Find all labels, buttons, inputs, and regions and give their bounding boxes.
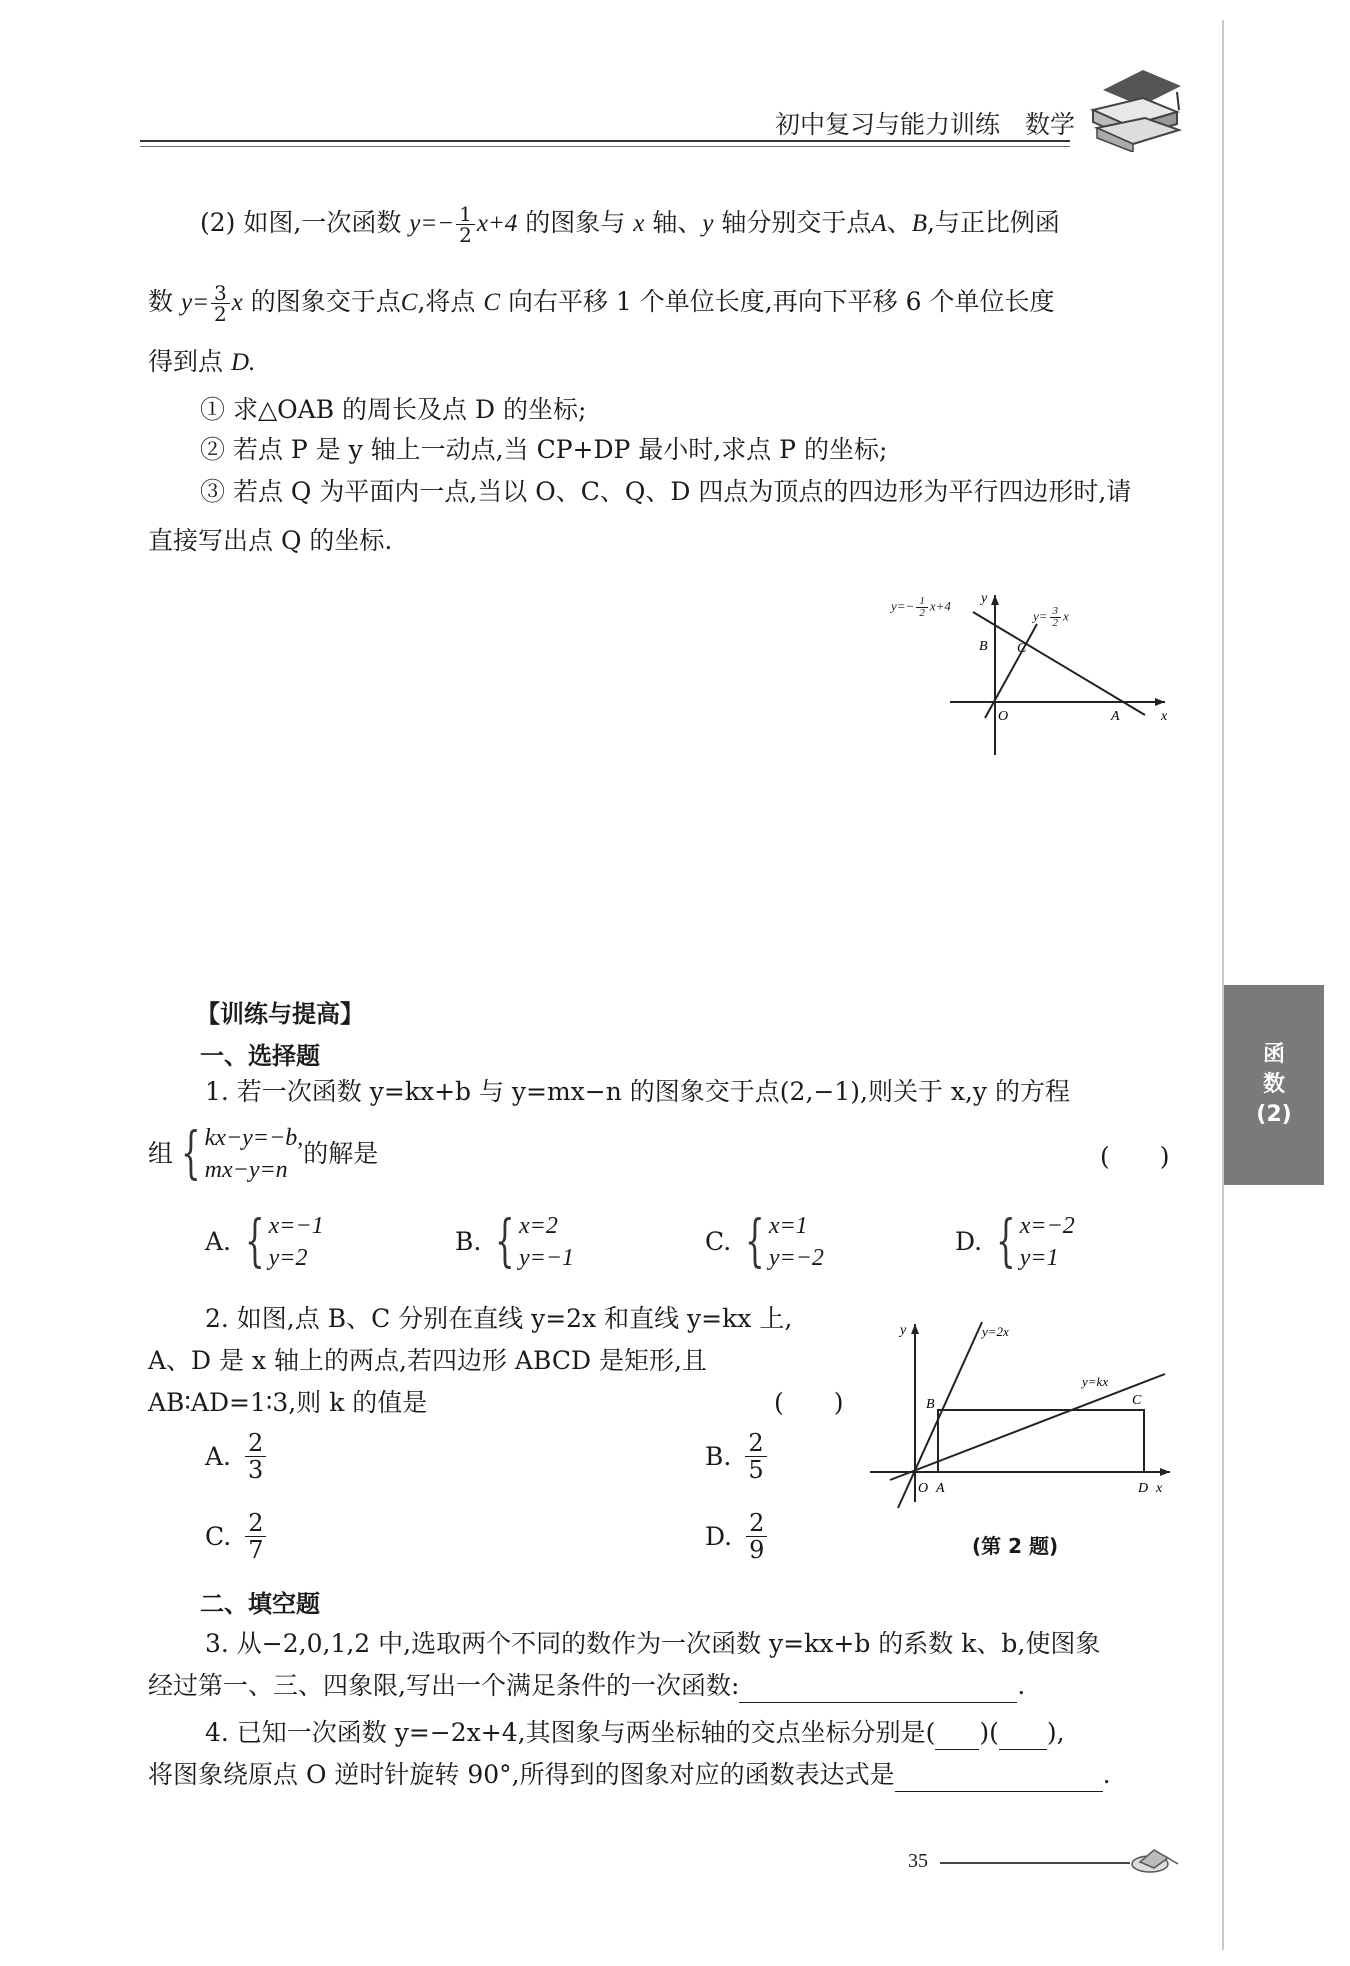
q3-line2 — [148, 1669, 1025, 1703]
system-row: x=1 — [768, 1213, 808, 1239]
system-row: y=−2 — [768, 1245, 824, 1271]
fraction — [456, 204, 475, 245]
math: y=− — [409, 210, 455, 237]
training-heading: 【训练与提高】 — [196, 1000, 364, 1028]
system-rows — [269, 1210, 324, 1274]
system-rows — [1020, 1210, 1075, 1274]
math: y=− — [891, 598, 915, 614]
math: C — [483, 289, 501, 316]
text: 的图象与 — [525, 208, 626, 237]
equation-system — [173, 1122, 303, 1186]
denominator: 7 — [248, 1536, 264, 1564]
numerator: 3 — [1050, 606, 1062, 618]
numerator: 2 — [245, 1430, 266, 1457]
system-row: mx−y=n — [204, 1157, 288, 1183]
equation-system — [487, 1210, 574, 1274]
figure1 — [885, 590, 1175, 755]
fraction — [1050, 606, 1062, 629]
text: 4. 已知一次函数 y=−2x+4,其图象与两坐标轴的交点坐标分别是 — [205, 1718, 926, 1747]
header-title: 初中复习与能力训练 数学 — [775, 110, 1076, 139]
fraction — [211, 283, 230, 324]
text: 将图象绕原点 O 逆时针旋转 90°,所得到的图象对应的函数表达式是 — [148, 1760, 895, 1789]
figure2-rectangle — [938, 1410, 1144, 1472]
system-row: y=1 — [1019, 1245, 1059, 1271]
system-row: x=2 — [518, 1213, 558, 1239]
book-stack-icon — [1085, 62, 1185, 152]
figure2-label-a: A — [936, 1481, 945, 1496]
math: x — [231, 289, 243, 316]
figure2-svg — [870, 1312, 1180, 1552]
equation-system — [237, 1210, 324, 1274]
figure2-label-o: O — [918, 1481, 929, 1496]
figure1-label-y: y — [981, 591, 988, 606]
figure2-label-b: B — [926, 1397, 935, 1412]
q2-option-d[interactable] — [705, 1510, 769, 1563]
system-row: x=−2 — [1019, 1213, 1075, 1239]
problem2-q1: ① 求△OAB 的周长及点 D 的坐标; — [200, 395, 587, 424]
math: x+4 — [476, 210, 518, 237]
system-row: y=−1 — [518, 1245, 575, 1271]
figure2-line-ykx — [890, 1374, 1165, 1480]
system-rows — [769, 1210, 824, 1274]
figure2-x-arrow — [1160, 1468, 1170, 1476]
figure2-line-label-2: y=kx — [1082, 1374, 1109, 1389]
brace: { — [495, 1209, 515, 1274]
section1-title: 一、选择题 — [200, 1042, 320, 1070]
text: )( — [979, 1718, 999, 1747]
text: . — [1102, 1760, 1111, 1789]
brace: { — [245, 1209, 265, 1274]
math: B — [911, 210, 927, 237]
figure2-line-label-1: y=2x — [982, 1324, 1009, 1339]
problem2-q3-line1: ③ 若点 Q 为平面内一点,当以 O、C、Q、D 四点为顶点的四边形为平行四边形时,请 — [200, 477, 1132, 506]
q4-line2 — [148, 1758, 1111, 1792]
text: 轴分别交于点 — [721, 208, 872, 237]
denominator: 3 — [248, 1456, 264, 1484]
figure1-y-arrow — [991, 595, 999, 605]
header-rule — [140, 140, 1070, 142]
q1-option-a[interactable] — [205, 1210, 324, 1274]
system-row: y=2 — [268, 1245, 308, 1271]
fraction — [745, 1430, 766, 1483]
figure1-label-x: x — [1161, 709, 1168, 724]
option-label: B. — [705, 1441, 732, 1471]
option-label: C. — [205, 1521, 232, 1551]
text: 的解是 — [303, 1139, 379, 1168]
system-rows — [519, 1210, 574, 1274]
page-number: 35 — [908, 1850, 928, 1872]
option-label: B. — [455, 1227, 482, 1256]
q2-option-b[interactable] — [705, 1430, 769, 1483]
math: D. — [230, 349, 256, 376]
header-rule-thin — [140, 146, 1070, 147]
q4-answer-blank-1[interactable] — [935, 1725, 979, 1750]
brace: { — [745, 1209, 765, 1274]
text: 如图,一次函数 — [243, 208, 402, 237]
math: y — [702, 210, 714, 237]
numerator: 2 — [745, 1430, 766, 1457]
figure2-label-c: C — [1132, 1393, 1142, 1408]
q3-line1: 3. 从−2,0,1,2 中,选取两个不同的数作为一次函数 y=kx+b 的系数 k、b,使图象 — [205, 1629, 1101, 1658]
system-rows — [205, 1122, 304, 1186]
text: ( — [925, 1718, 936, 1747]
section2-title: 二、填空题 — [200, 1590, 320, 1618]
brace: { — [181, 1121, 201, 1186]
q4-answer-blank-3[interactable] — [895, 1767, 1103, 1792]
side-tab-text — [1256, 1040, 1291, 1130]
numerator: 2 — [245, 1510, 266, 1537]
figure1-label-o: O — [998, 709, 1009, 724]
figure2 — [870, 1312, 1180, 1552]
q1-line2 — [148, 1122, 378, 1186]
numerator: 2 — [746, 1510, 767, 1537]
math: x+4 — [929, 598, 951, 614]
footer-ornament-icon — [1128, 1842, 1180, 1878]
problem2-label: (2) — [200, 208, 236, 237]
q3-answer-blank[interactable] — [739, 1678, 1017, 1703]
math: y= — [1033, 608, 1048, 624]
q2-line2: A、D 是 x 轴上的两点,若四边形 ABCD 是矩形,且 — [148, 1346, 707, 1375]
footer-rule — [940, 1862, 1130, 1864]
fraction — [916, 596, 928, 619]
figure1-eq1 — [891, 596, 951, 619]
text: 向右平移 1 个单位长度,再向下平移 6 个单位长度 — [507, 287, 1055, 316]
text: 轴、 — [652, 208, 703, 237]
denominator: 2 — [919, 607, 925, 619]
fraction — [245, 1510, 266, 1563]
option-label: D. — [955, 1227, 983, 1256]
fraction — [245, 1430, 266, 1483]
option-label: C. — [705, 1227, 732, 1256]
equation-system — [737, 1210, 824, 1274]
side-tab-char: 函 — [1262, 1042, 1285, 1067]
math: C — [400, 289, 418, 316]
numerator: 1 — [916, 596, 928, 608]
fraction — [746, 1510, 767, 1563]
figure2-caption: (第 2 题) — [972, 1534, 1059, 1558]
math: A — [871, 210, 887, 237]
figure2-y-arrow — [911, 1324, 919, 1334]
option-label: D. — [705, 1521, 733, 1551]
math: x — [1063, 608, 1069, 624]
q1-option-b[interactable] — [455, 1210, 574, 1274]
numerator: 3 — [211, 283, 230, 304]
text: 的图象交于点 — [250, 287, 401, 316]
figure1-label-c: C — [1017, 641, 1027, 656]
figure1-line-2 — [985, 624, 1037, 718]
denominator: 2 — [1052, 617, 1059, 629]
side-tab — [1224, 985, 1324, 1185]
figure1-label-b: B — [979, 639, 988, 654]
denominator: 9 — [749, 1536, 765, 1564]
option-label: A. — [205, 1227, 232, 1256]
denominator: 5 — [748, 1456, 764, 1484]
figure1-label-a: A — [1111, 709, 1120, 724]
q2-option-a[interactable] — [205, 1430, 268, 1483]
figure1-x-arrow — [1155, 698, 1165, 706]
brace: { — [996, 1209, 1016, 1274]
figure2-label-x: x — [1156, 1481, 1163, 1496]
q2-line3: AB∶AD=1∶3,则 k 的值是 — [148, 1388, 428, 1417]
system-row: kx−y=−b, — [204, 1125, 304, 1151]
text: 经过第一、三、四象限,写出一个满足条件的一次函数: — [148, 1671, 740, 1700]
text: 得到点 — [148, 347, 224, 376]
text: 数 — [148, 287, 174, 316]
numerator: 1 — [456, 204, 475, 225]
q1-line1: 1. 若一次函数 y=kx+b 与 y=mx−n 的图象交于点(2,−1),则关于 x,y 的方程 — [205, 1077, 1071, 1106]
problem2-line2 — [148, 283, 1055, 324]
q1-answer-paren[interactable]: ( ) — [1100, 1142, 1170, 1171]
problem2-line3 — [148, 345, 255, 380]
text: ,将点 — [417, 287, 476, 316]
figure2-label-y: y — [900, 1323, 907, 1338]
q4-line1 — [205, 1716, 1065, 1750]
q1-option-d[interactable] — [955, 1210, 1075, 1274]
q2-option-c[interactable] — [205, 1510, 268, 1563]
side-tab-char: (2) — [1256, 1102, 1292, 1127]
problem2-q3-line2: 直接写出点 Q 的坐标. — [148, 526, 393, 555]
denominator: 2 — [213, 302, 227, 326]
text: 组 — [148, 1139, 174, 1168]
denominator: 2 — [459, 223, 472, 247]
side-tab-char: 数 — [1262, 1072, 1285, 1097]
q4-answer-blank-2[interactable] — [999, 1725, 1047, 1750]
text: ,与正比例函 — [926, 208, 1060, 237]
text: . — [1017, 1671, 1026, 1700]
problem2-q2: ② 若点 P 是 y 轴上一动点,当 CP+DP 最小时,求点 P 的坐标; — [200, 435, 888, 464]
q1-option-c[interactable] — [705, 1210, 824, 1274]
q2-answer-paren[interactable]: ( ) — [774, 1388, 844, 1417]
figure2-label-d: D — [1138, 1481, 1149, 1496]
equation-system — [988, 1210, 1075, 1274]
option-label: A. — [205, 1441, 232, 1471]
math: y= — [180, 289, 209, 316]
q2-line1: 2. 如图,点 B、C 分别在直线 y=2x 和直线 y=kx 上, — [205, 1304, 793, 1333]
figure1-eq2 — [1033, 606, 1069, 629]
text: ), — [1046, 1718, 1065, 1747]
math: x — [633, 210, 645, 237]
text: 、 — [886, 208, 912, 237]
system-row: x=−1 — [268, 1213, 324, 1239]
problem2-line1 — [200, 204, 1060, 245]
